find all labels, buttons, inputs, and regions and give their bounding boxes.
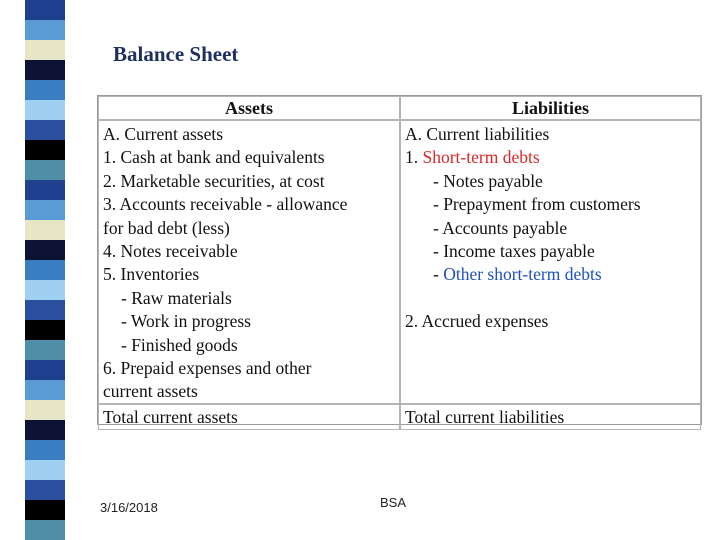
liabilities-line: - Accounts payable <box>433 217 568 238</box>
short-term-debts-label: Short-term debts <box>422 147 540 168</box>
assets-line: 1. Cash at bank and equivalents <box>103 147 325 168</box>
liabilities-line: 2. Accrued expenses <box>405 311 549 332</box>
total-current-assets: Total current assets <box>98 404 400 430</box>
slide-title: Balance Sheet <box>113 42 239 66</box>
liabilities-line: - Prepayment from customers <box>433 194 641 215</box>
spacer <box>405 287 696 310</box>
assets-line: - Work in progress <box>121 311 251 332</box>
assets-line: - Finished goods <box>121 334 238 355</box>
other-short-term-debts-label: Other short-term debts <box>443 264 602 285</box>
assets-header: Assets <box>98 96 400 120</box>
footer-label: BSA <box>380 495 407 510</box>
liabilities-line: - Notes payable <box>433 170 543 191</box>
assets-line: 5. Inventories <box>103 264 200 285</box>
decorative-stripe-bar <box>25 0 65 540</box>
assets-line: current assets <box>103 381 198 402</box>
liabilities-line-prefix: - <box>433 264 439 285</box>
liabilities-line-prefix: 1. <box>405 147 419 168</box>
liabilities-line: - Income taxes payable <box>433 241 595 262</box>
assets-line: for bad debt (less) <box>103 217 230 238</box>
liabilities-header: Liabilities <box>400 96 701 120</box>
assets-line: 6. Prepaid expenses and other <box>103 358 312 379</box>
liabilities-line <box>405 263 696 286</box>
footer-date: 3/16/2018 <box>100 500 158 515</box>
assets-line: 2. Marketable securities, at cost <box>103 170 325 191</box>
assets-line: - Raw materials <box>121 287 232 308</box>
assets-column <box>98 120 400 404</box>
liabilities-column <box>400 120 701 404</box>
assets-line: 4. Notes receivable <box>103 241 238 262</box>
balance-sheet-table <box>97 95 702 425</box>
total-current-liabilities: Total current liabilities <box>400 404 701 430</box>
liabilities-line <box>405 146 696 169</box>
liabilities-line: A. Current liabilities <box>405 124 550 144</box>
assets-line: A. Current assets <box>103 124 224 144</box>
assets-line: 3. Accounts receivable - allowance <box>103 194 348 215</box>
